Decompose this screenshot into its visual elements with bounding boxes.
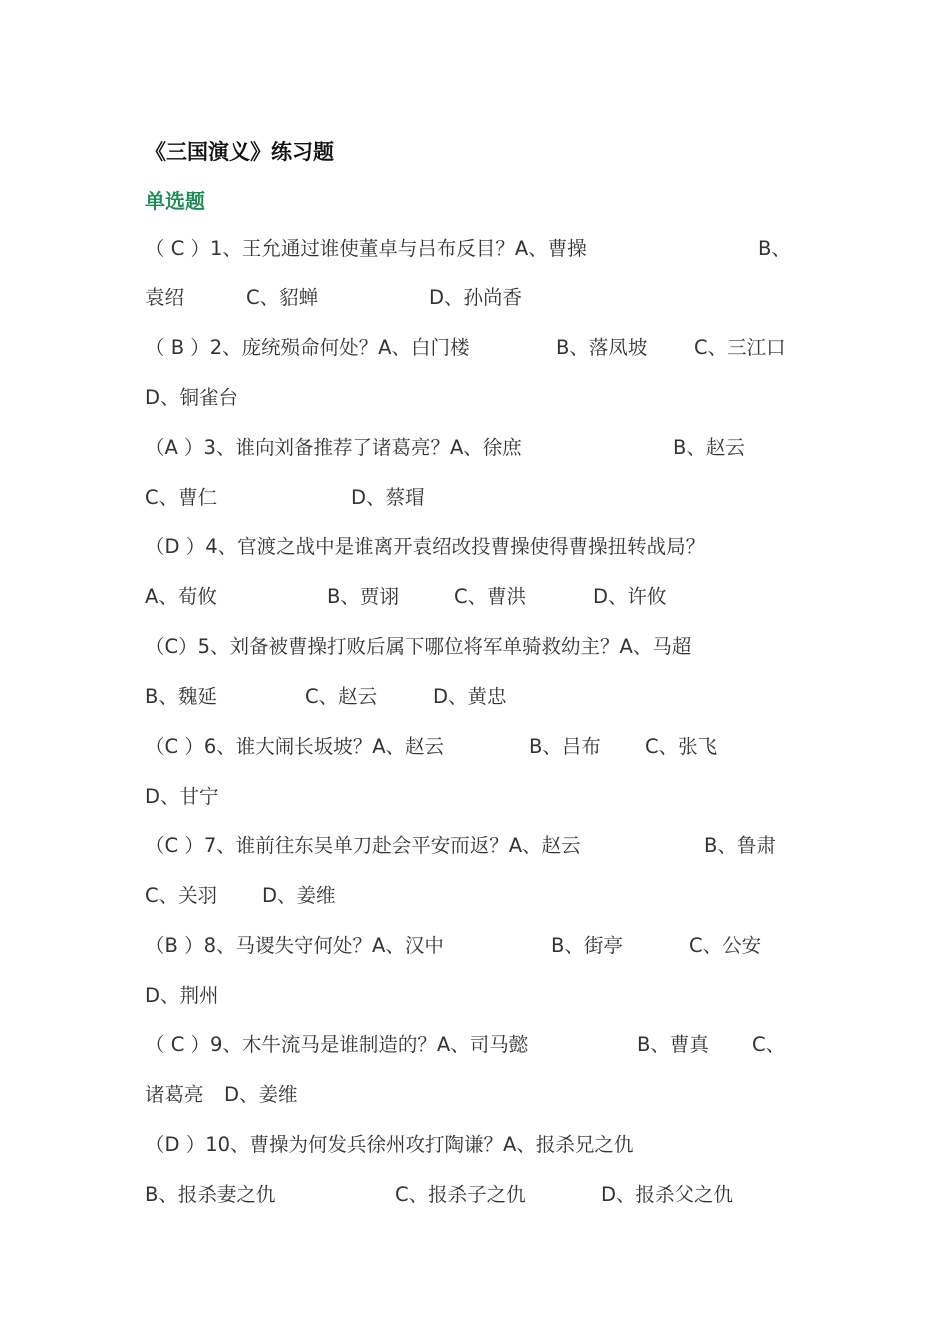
- question-7-option-b: B、鲁肃: [704, 834, 776, 857]
- question-4-option-d: D、许攸: [593, 585, 667, 608]
- question-4-stem: （D ）4、官渡之战中是谁离开袁绍改投曹操使得曹操扭转战局？: [145, 535, 706, 558]
- question-5-option-b: B、魏延: [145, 685, 217, 708]
- question-2-option-d: D、铜雀台: [145, 386, 239, 409]
- question-3-option-d: D、蔡瑁: [351, 486, 425, 509]
- question-10-stem: （D ）10、曹操为何发兵徐州攻打陶谦？A、报杀兄之仇: [145, 1133, 634, 1156]
- question-3-option-b: B、赵云: [673, 436, 745, 459]
- question-10-option-b: B、报杀妻之仇: [145, 1183, 276, 1206]
- question-8-stem: （B ）8、马谡失守何处？A、汉中: [145, 934, 444, 957]
- question-2-option-c: C、三江口: [694, 336, 786, 359]
- question-9-option-c-letter: C、: [752, 1033, 786, 1056]
- question-1-option-b-text: 袁绍: [145, 286, 185, 309]
- question-3-option-c: C、曹仁: [145, 486, 218, 509]
- question-6-option-b: B、吕布: [529, 735, 601, 758]
- section-heading: 单选题: [145, 189, 205, 213]
- question-10-option-c: C、报杀子之仇: [395, 1183, 526, 1206]
- question-1-option-c: C、貂蝉: [246, 286, 319, 309]
- question-6-stem: （C ）6、谁大闹长坂坡？A、赵云: [145, 735, 445, 758]
- question-7-stem: （C ）7、谁前往东吴单刀赴会平安而返？A、赵云: [145, 834, 581, 857]
- question-9-option-b: B、曹真: [637, 1033, 709, 1056]
- question-5-option-c: C、赵云: [305, 685, 378, 708]
- question-4-option-a: A、荀攸: [145, 585, 217, 608]
- question-1-option-d: D、孙尚香: [429, 286, 523, 309]
- question-5-stem: （C）5、刘备被曹操打败后属下哪位将军单骑救幼主？A、马超: [145, 635, 692, 658]
- question-4-option-b: B、贾诩: [327, 585, 399, 608]
- question-7-option-d: D、姜维: [262, 884, 336, 907]
- question-9-stem: （ C ）9、木牛流马是谁制造的？A、司马懿: [145, 1033, 529, 1056]
- question-7-option-c: C、关羽: [145, 884, 218, 907]
- question-8-option-c: C、公安: [689, 934, 762, 957]
- question-3-stem: （A ）3、谁向刘备推荐了诸葛亮？A、徐庶: [145, 436, 522, 459]
- question-2-stem: （ B ）2、庞统殒命何处？A、白门楼: [145, 336, 470, 359]
- question-5-option-d: D、黄忠: [433, 685, 507, 708]
- question-10-option-d: D、报杀父之仇: [601, 1183, 734, 1206]
- question-1-option-b-letter: B、: [758, 237, 791, 260]
- question-1-stem: （ C ）1、王允通过谁使董卓与吕布反目？A、曹操: [145, 237, 587, 260]
- question-6-option-c: C、张飞: [645, 735, 718, 758]
- question-8-option-d: D、荆州: [145, 984, 219, 1007]
- question-6-option-d: D、甘宁: [145, 785, 219, 808]
- question-2-option-b: B、落凤坡: [556, 336, 648, 359]
- question-9-option-d: D、姜维: [224, 1083, 298, 1106]
- document-title: 《三国演义》练习题: [145, 139, 334, 164]
- question-9-option-c-text: 诸葛亮: [145, 1083, 204, 1106]
- question-4-option-c: C、曹洪: [454, 585, 527, 608]
- question-8-option-b: B、街亭: [551, 934, 623, 957]
